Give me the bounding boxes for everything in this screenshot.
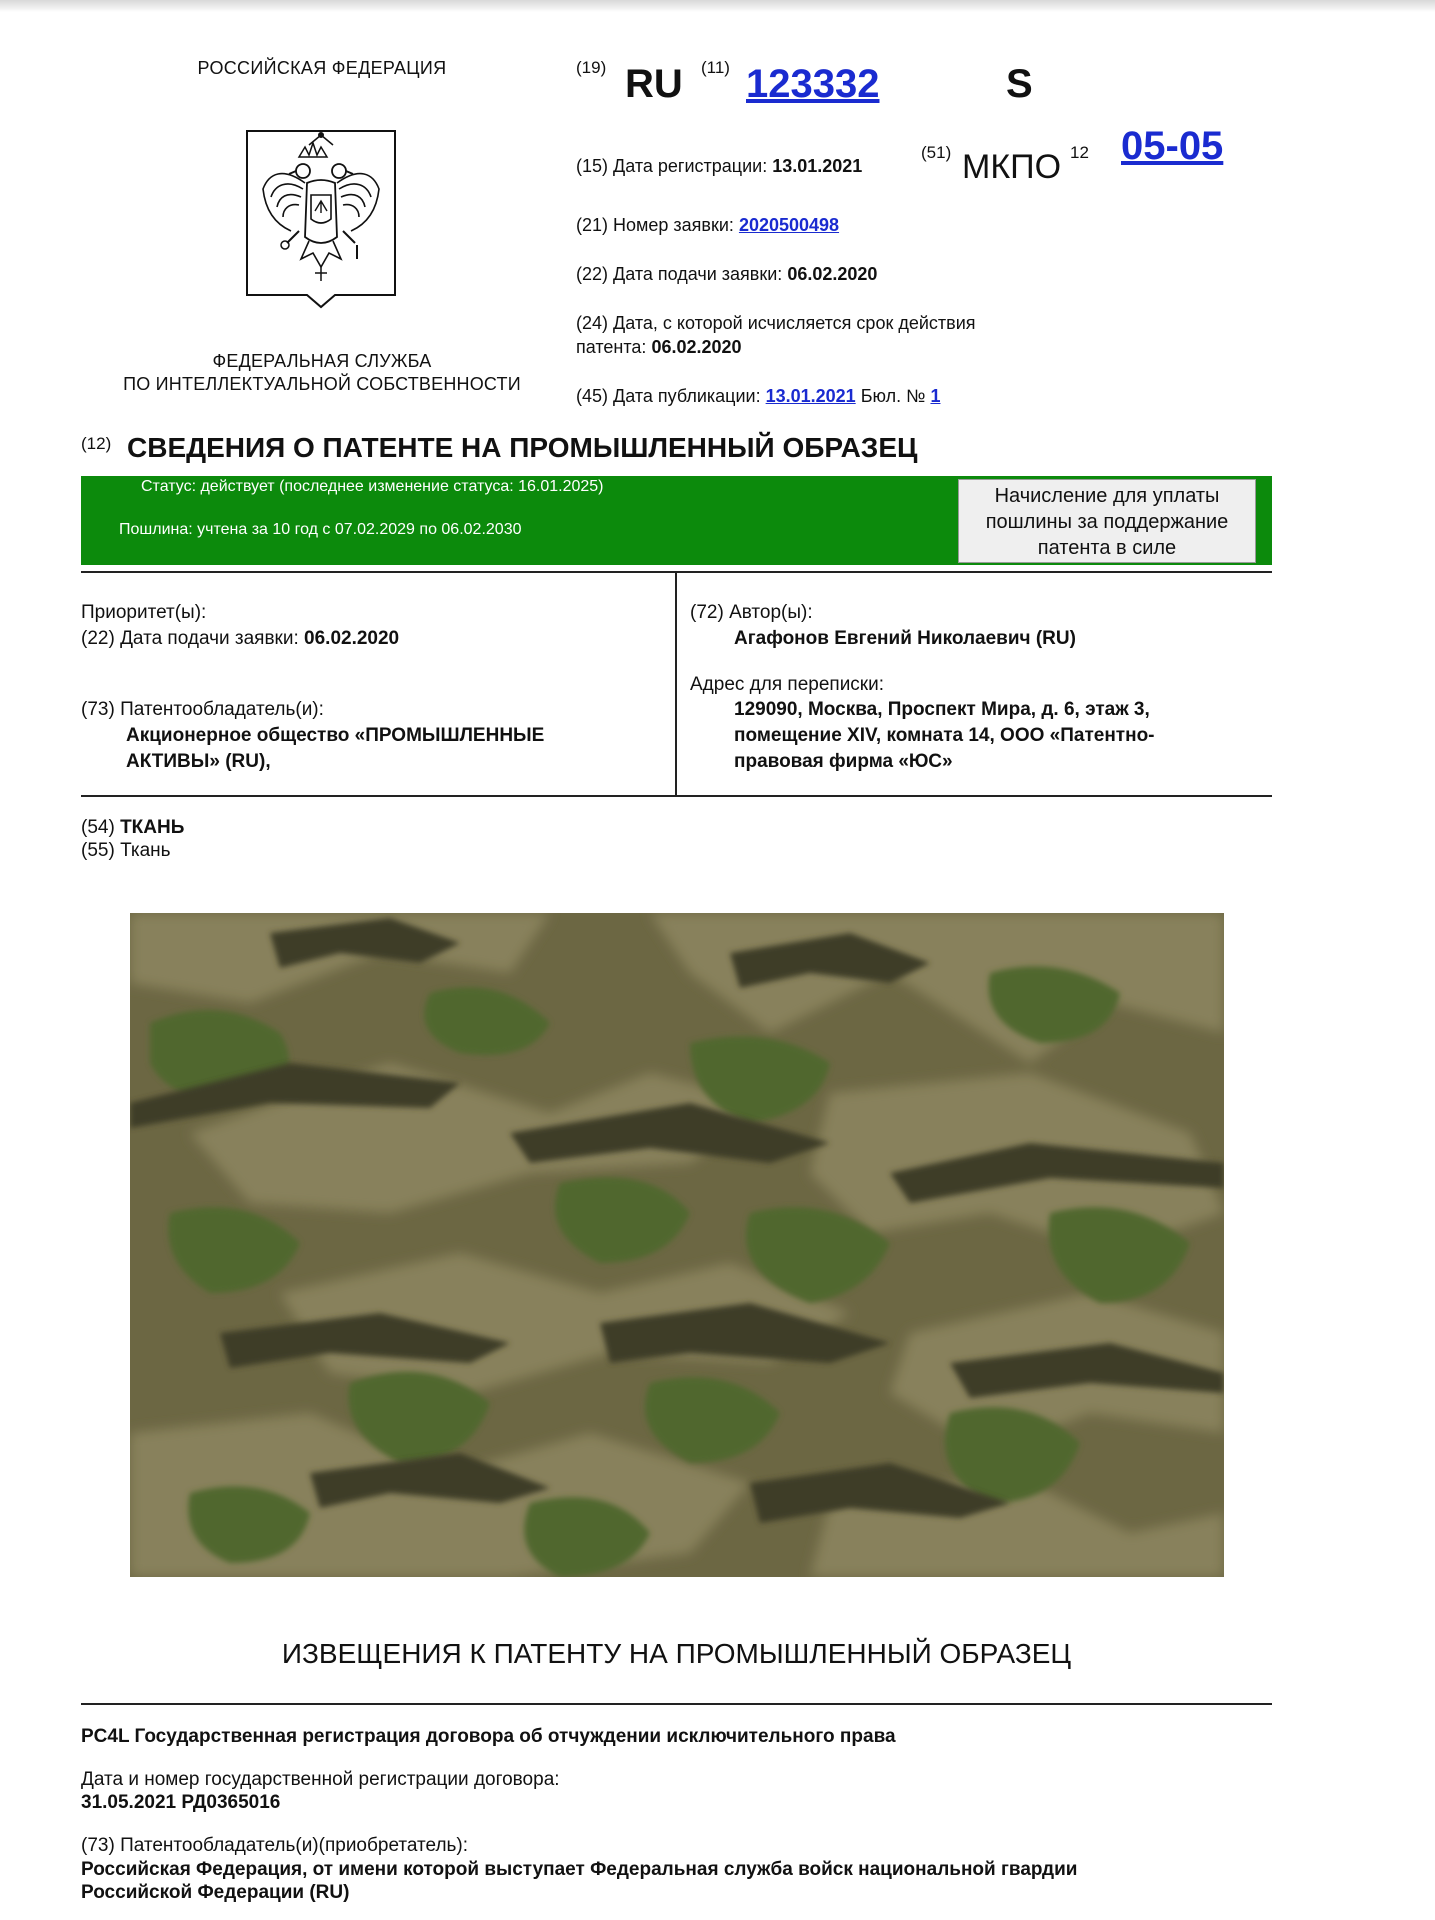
kind-code: S bbox=[1006, 62, 1033, 106]
status-text: Статус: действует (последнее изменение статуса: 16.01.2025) bbox=[141, 478, 604, 495]
design-name: Ткань bbox=[120, 840, 171, 861]
term-start-row bbox=[576, 335, 742, 359]
pc4l-title: PC4L Государственная регистрация договора об отчуждении исключительного права bbox=[81, 1726, 896, 1747]
bulletin-number-link[interactable]: 1 bbox=[930, 386, 941, 406]
registration-date-label: (15) Дата регистрации: bbox=[576, 156, 768, 176]
document-title: СВЕДЕНИЯ О ПАТЕНТЕ НА ПРОМЫШЛЕННЫЙ ОБРАЗЕЦ bbox=[127, 432, 918, 463]
publication-date-label: (45) Дата публикации: bbox=[576, 386, 761, 406]
fee-status-text: Пошлина: учтена за 10 год с 07.02.2029 по 06.02.2030 bbox=[119, 521, 522, 538]
publication-date-link[interactable]: 13.01.2021 bbox=[765, 386, 856, 406]
contract-label: Дата и номер государственной регистрации договора: bbox=[81, 1769, 560, 1790]
term-start-label: (24) Дата, с которой исчисляется срок действия bbox=[576, 313, 976, 333]
application-number-row bbox=[576, 213, 839, 237]
mkpo-label: МКПО bbox=[962, 148, 1062, 186]
contract-value: 31.05.2021 РД0365016 bbox=[81, 1792, 281, 1813]
holder-label: (73) Патентообладатель(и): bbox=[81, 699, 324, 720]
address-line-1: 129090, Москва, Проспект Мира, д. 6, этаж 3, bbox=[734, 699, 1150, 720]
address-label: Адрес для переписки: bbox=[690, 674, 885, 695]
acquirer-label: (73) Патентообладатель(и)(приобретатель): bbox=[81, 1835, 469, 1856]
agency-name bbox=[82, 350, 562, 396]
mkpo-class-link[interactable]: 05-05 bbox=[1121, 124, 1224, 168]
inid-19: (19) bbox=[576, 58, 607, 77]
design-name-row bbox=[81, 838, 171, 864]
inid-51: (51) bbox=[921, 143, 952, 162]
registration-date: 13.01.2021 bbox=[772, 156, 863, 176]
notices-rule bbox=[81, 1703, 1272, 1705]
fee-button-line-2: пошлины за поддержание bbox=[985, 511, 1229, 533]
agency-line-1: ФЕДЕРАЛЬНАЯ СЛУЖБА bbox=[212, 351, 432, 371]
inid-12: (12) bbox=[81, 434, 112, 453]
bulletin-label: Бюл. № bbox=[860, 386, 926, 406]
table-column-divider bbox=[675, 572, 677, 796]
inid-11: (11) bbox=[701, 58, 730, 77]
priority-label: Приоритет(ы): bbox=[81, 602, 207, 623]
address-line-2: помещение XIV, комната 14, ООО «Патентно- bbox=[734, 725, 1155, 746]
registration-date-row bbox=[576, 154, 862, 178]
browser-top-edge bbox=[0, 0, 1435, 12]
term-start-label-2: патента: bbox=[576, 337, 647, 357]
filing-date: 06.02.2020 bbox=[787, 264, 878, 284]
application-number-label: (21) Номер заявки: bbox=[576, 215, 734, 235]
agency-line-2: ПО ИНТЕЛЛЕКТУАЛЬНОЙ СОБСТВЕННОСТИ bbox=[123, 374, 521, 394]
country-code: RU bbox=[625, 62, 683, 106]
russian-coat-of-arms-icon bbox=[243, 127, 399, 310]
filing-date-label: (22) Дата подачи заявки: bbox=[576, 264, 783, 284]
table-bottom-rule bbox=[81, 795, 1272, 797]
address-line-3: правовая фирма «ЮС» bbox=[734, 751, 953, 772]
inid-55: (55) bbox=[81, 840, 115, 861]
notices-heading: ИЗВЕЩЕНИЯ К ПАТЕНТУ НА ПРОМЫШЛЕННЫЙ ОБРАЗЕЦ bbox=[281, 1638, 1072, 1669]
term-start-date: 06.02.2020 bbox=[651, 337, 742, 357]
holder-line-2: АКТИВЫ» (RU), bbox=[126, 751, 271, 772]
author-label: (72) Автор(ы): bbox=[690, 602, 813, 623]
patent-number-link[interactable]: 123332 bbox=[746, 62, 880, 106]
design-image-camouflage-fabric bbox=[130, 913, 1224, 1577]
priority-filing-row bbox=[81, 626, 399, 652]
mkpo-edition: 12 bbox=[1070, 143, 1089, 162]
country-name: РОССИЙСКАЯ ФЕДЕРАЦИЯ bbox=[197, 58, 447, 78]
holder-line-1: Акционерное общество «ПРОМЫШЛЕННЫЕ bbox=[126, 725, 545, 746]
author-name: Агафонов Евгений Николаевич (RU) bbox=[734, 628, 1076, 649]
priority-filing-date: 06.02.2020 bbox=[304, 628, 400, 649]
priority-filing-label: (22) Дата подачи заявки: bbox=[81, 628, 299, 649]
publication-row bbox=[576, 384, 940, 408]
fee-calculation-button[interactable] bbox=[958, 479, 1256, 563]
filing-date-row bbox=[576, 262, 877, 286]
design-name-upper: ТКАНЬ bbox=[120, 817, 185, 838]
fee-button-line-1: Начисление для уплаты bbox=[994, 485, 1220, 507]
acquirer-line-2: Российской Федерации (RU) bbox=[81, 1882, 350, 1903]
application-number-link[interactable]: 2020500498 bbox=[738, 215, 840, 235]
inid-54: (54) bbox=[81, 817, 115, 838]
acquirer-line-1: Российская Федерация, от имени которой выступает Федеральная служба войск национальной гвардии bbox=[81, 1859, 1078, 1880]
fee-button-line-3: патента в силе bbox=[1037, 537, 1177, 559]
